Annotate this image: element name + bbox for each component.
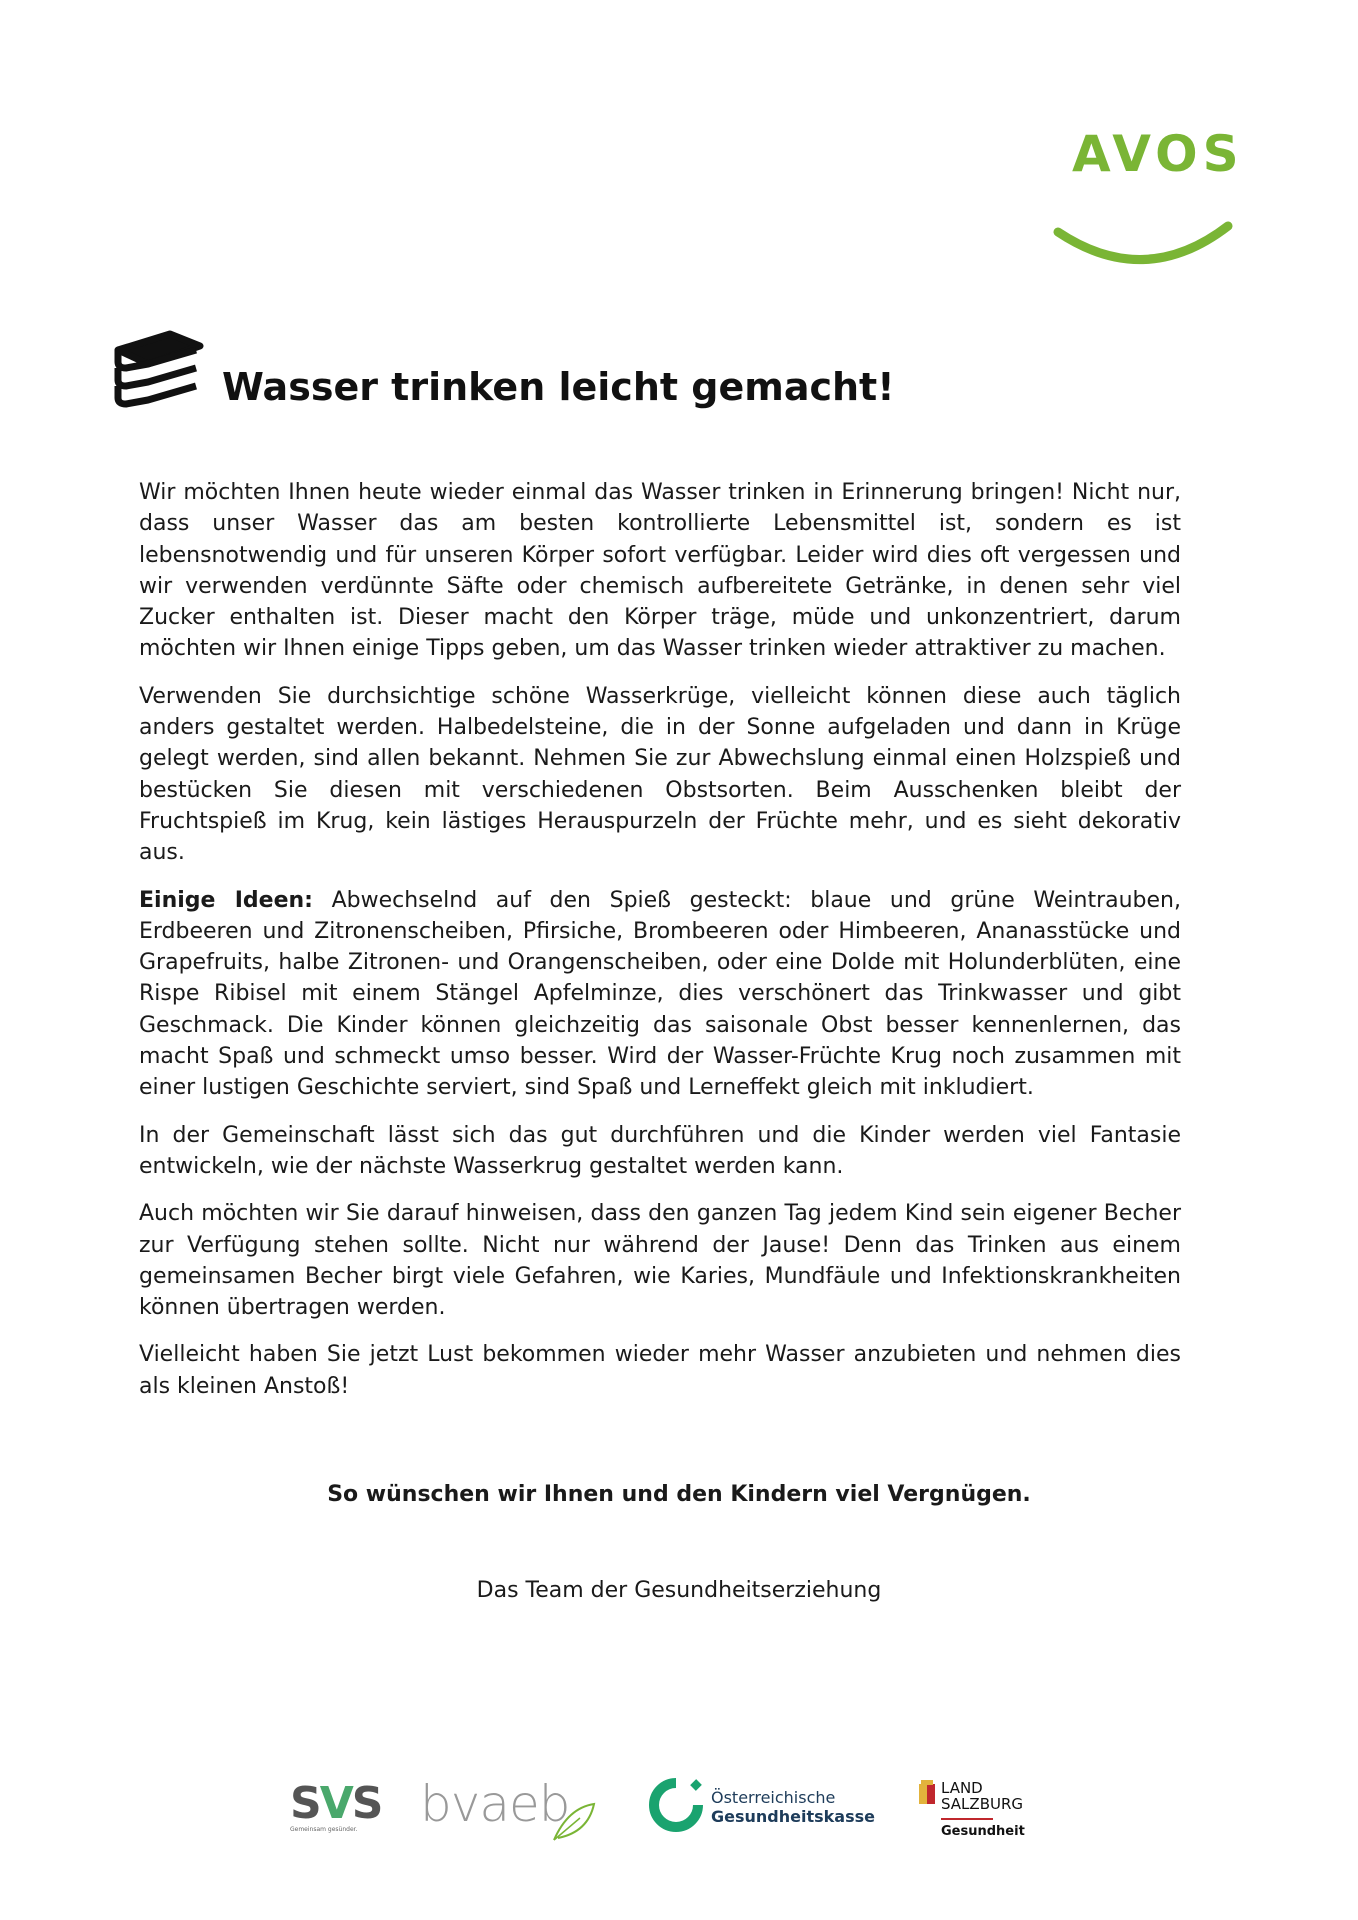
paragraph-conclusion: Vielleicht haben Sie jetzt Lust bekommen wieder mehr Wasser anzubieten und nehmen dies als kleinen Anstoß! — [139, 1342, 1181, 1399]
bvaeb-logo-text: bvaeb — [420, 1775, 570, 1833]
paragraph-community: In der Gemeinschaft lässt sich das gut durchführen und die Kinder werden viel Fantasie entwickeln, wie der nächste Wasserkrug gestaltet werden kann. — [139, 1122, 1181, 1179]
page-title: Wasser trinken leicht gemacht! — [222, 365, 895, 409]
svs-letter-v: V — [319, 1778, 352, 1829]
books-icon — [112, 328, 204, 412]
oegk-line2: Gesundheitskasse — [711, 1807, 875, 1826]
ideas-text: Abwechselnd auf den Spieß gesteckt: blaue und grüne Weintrauben, Erdbeeren und Zitronenscheiben, Pfirsiche, Brombeeren oder Himbeeren, Ananasstücke und Grapefruits, halbe Zitronen- und Orangenscheiben, oder eine Dolde mit Holunderblüten, eine Rispe Ribisel mit einem Stängel Apfelminze, dies verschönert das Trinkwasser und gibt Geschmack. Die Kinder können gleichzeitig das saisonale Obst besser kennenlernen, das macht Spaß und schmeckt umso besser. Wird der Wasser-Früchte Krug noch zusammen mit einer lustigen Geschichte serviert, sind Spaß und Lerneffekt gleich mit inkludiert. — [139, 887, 1181, 1101]
bvaeb-logo — [420, 1776, 600, 1846]
salzburg-crest-icon — [917, 1780, 937, 1810]
body-text — [139, 477, 1181, 1418]
closing-signature: Das Team der Gesundheitserziehung — [476, 1578, 882, 1603]
paragraph-intro: Wir möchten Ihnen heute wieder einmal das Wasser trinken in Erinnerung bringen! Nicht nur, dass unser Wasser das am besten kontrollierte Lebensmittel ist, sondern es ist lebensnotwendig und für unseren Körper sofort verfügbar. Leider wird dies oft vergessen und wir verwenden verdünnte Säfte oder chemisch aufbereitete Getränke, in denen sehr viel Zucker enthalten ist. Dieser macht den Körper träge, müde und unkonzentriert, darum möchten wir Ihnen einige Tipps geben, um das Wasser trinken wieder attraktiver zu machen. — [139, 480, 1181, 662]
land-salzburg-logo — [915, 1780, 1035, 1840]
paragraph-own-cup: Auch möchten wir Sie darauf hinweisen, dass den ganzen Tag jedem Kind sein eigener Becher zur Verfügung stehen sollte. Nicht nur während der Jause! Denn das Trinken aus einem gemeinsamen Becher birgt viele Gefahren, wie Karies, Mundfäule und Infektionskrankheiten können übertragen werden. — [139, 1201, 1181, 1321]
oegk-line1: Österreichische — [711, 1788, 836, 1807]
leaf-icon — [548, 1798, 598, 1844]
salzburg-line3: Gesundheit — [941, 1824, 1025, 1839]
svs-letter-s1: S — [290, 1778, 320, 1829]
svs-letter-s2: S — [351, 1778, 382, 1829]
avos-logo — [1050, 125, 1244, 275]
closing-wish: So wünschen wir Ihnen und den Kindern viel Vergnügen. — [327, 1482, 1031, 1507]
svs-logo — [290, 1778, 382, 1842]
ideas-label: Einige Ideen: — [139, 887, 313, 913]
salzburg-line1: LAND — [941, 1779, 983, 1797]
salzburg-line2: SALZBURG — [941, 1795, 1024, 1813]
oegk-ring-icon — [649, 1778, 703, 1832]
smile-icon — [1050, 220, 1240, 270]
footer-logos — [0, 1770, 1358, 1850]
avos-logo-text: AVOS — [1072, 125, 1244, 183]
svs-tagline: Gemeinsam gesünder. — [290, 1826, 358, 1833]
oegk-logo — [645, 1776, 885, 1836]
salzburg-divider — [941, 1818, 993, 1820]
paragraph-water-jugs: Verwenden Sie durchsichtige schöne Wasserkrüge, vielleicht können diese auch täglich anders gestaltet werden. Halbedelsteine, die in der Sonne aufgeladen und dann in Krüge gelegt werden, sind allen bekannt. Nehmen Sie zur Abwechslung einmal einen Holzspieß und bestücken Sie diesen mit verschiedenen Obstsorten. Beim Ausschenken bleibt der Fruchtspieß im Krug, kein lästiges Herauspurzeln der Früchte mehr, und es sieht dekorativ aus. — [139, 683, 1181, 866]
paragraph-ideas — [139, 885, 1181, 1104]
